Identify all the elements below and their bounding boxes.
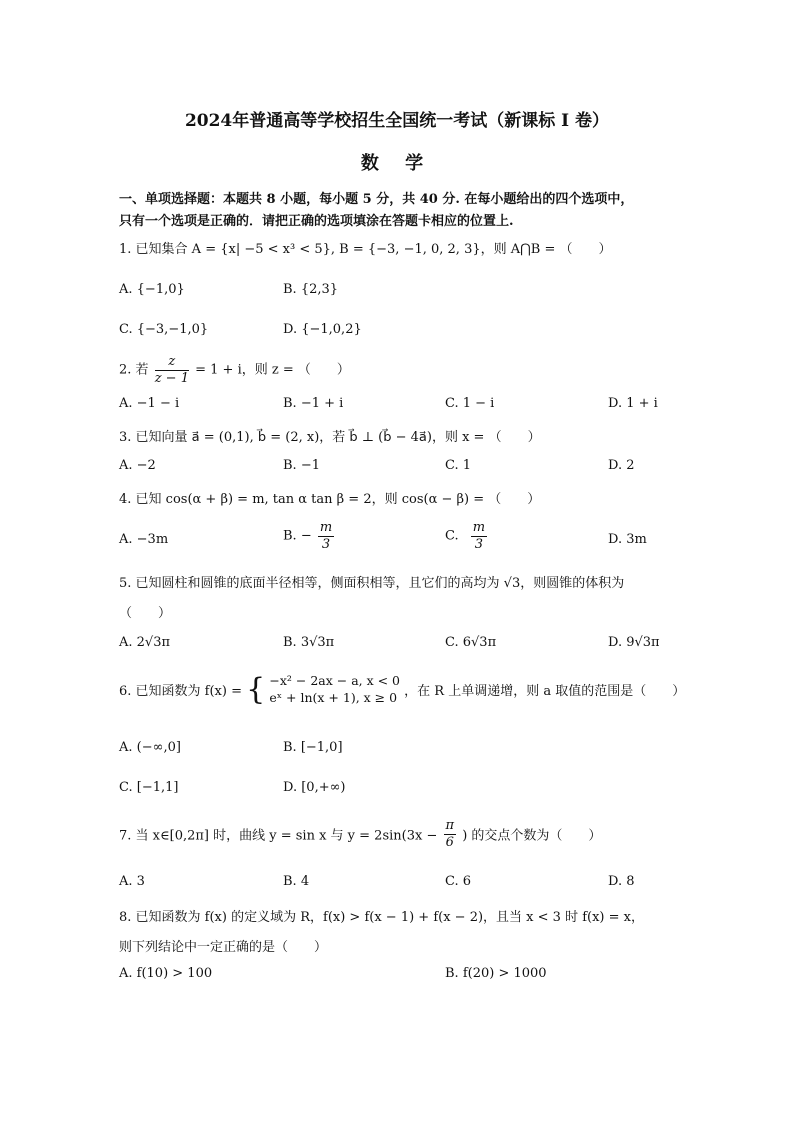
question-5-stem-line-2: （ ）: [119, 606, 172, 621]
q2-fraction: [155, 354, 189, 386]
q6-option-c[interactable]: C. [−1,1]: [119, 780, 179, 795]
question-4-stem: 4. 已知 cos(α + β) = m, tan α tan β = 2，则 cos(α − β) = （ ）: [119, 492, 541, 507]
q1-option-b[interactable]: B. {2,3}: [283, 282, 339, 297]
q4-option-d[interactable]: D. 3m: [608, 532, 647, 547]
exam-title: 2024年普通高等学校招生全国统一考试（新课标 I 卷）: [184, 111, 610, 131]
section-instructions-line-1: 一、单项选择题：本题共 8 小题，每小题 5 分，共 40 分. 在每小题给出的四个选项中，: [119, 192, 634, 207]
question-3-stem: 3. 已知向量 a⃗ = (0,1), b⃗ = (2, x)，若 b⃗ ⊥ (b⃗ − 4a⃗)，则 x = （ ）: [119, 430, 541, 445]
q5-option-c[interactable]: C. 6√3π: [445, 635, 497, 650]
q4-option-b-fraction: [318, 520, 334, 552]
q8-option-b[interactable]: B. f(20) > 1000: [445, 966, 547, 981]
question-8-stem-line-1: 8. 已知函数为 f(x) 的定义域为 R，f(x) > f(x − 1) + f(x − 2)，且当 x < 3 时 f(x) = x，: [119, 910, 644, 925]
piecewise-brace: {: [246, 672, 266, 707]
q2-fraction-denominator: z − 1: [154, 370, 189, 386]
q4-option-a[interactable]: A. −3m: [119, 532, 169, 547]
section-instructions-line-2: 只有一个选项是正确的．请把正确的选项填涂在答题卡相应的位置上.: [119, 214, 514, 229]
q7-fraction: [444, 818, 457, 850]
question-2-stem: [119, 354, 350, 386]
q6-piecewise: [269, 673, 400, 707]
q4-option-b-label: B. −: [283, 528, 312, 544]
subject-heading: 数 学: [360, 153, 434, 174]
question-6-stem: [119, 672, 685, 707]
q4-option-c-label: C.: [445, 528, 459, 544]
q3-option-c[interactable]: C. 1: [445, 458, 472, 473]
q3-option-d[interactable]: D. 2: [608, 458, 635, 473]
q1-option-c[interactable]: C. {−3,−1,0}: [119, 322, 209, 337]
q4-b-denominator: 3: [321, 536, 331, 552]
q3-option-a[interactable]: A. −2: [119, 458, 156, 473]
q7-option-d[interactable]: D. 8: [608, 874, 635, 889]
q2-option-a[interactable]: A. −1 − i: [119, 396, 180, 411]
q6-option-b[interactable]: B. [−1,0]: [283, 740, 343, 755]
question-5-stem-line-1: 5. 已知圆柱和圆锥的底面半径相等，侧面积相等，且它们的高均为 √3，则圆锥的体积为: [119, 576, 625, 591]
q5-option-a[interactable]: A. 2√3π: [119, 635, 171, 650]
q4-option-c-fraction: [471, 520, 487, 552]
q2-fraction-numerator: z: [155, 354, 189, 371]
q4-option-b[interactable]: [283, 520, 336, 552]
q4-option-c[interactable]: [445, 520, 489, 552]
q6-piece-2: eˣ + ln(x + 1), x ≥ 0: [269, 689, 398, 705]
q7-option-b[interactable]: B. 4: [283, 874, 310, 889]
q6-stem-prefix: 6. 已知函数为 f(x) =: [119, 684, 242, 699]
q7-option-a[interactable]: A. 3: [119, 874, 145, 889]
q1-option-d[interactable]: D. {−1,0,2}: [283, 322, 362, 337]
question-8-stem-line-2: 则下列结论中一定正确的是（ ）: [119, 940, 328, 955]
q4-c-numerator: m: [472, 520, 486, 535]
q7-stem-suffix: ) 的交点个数为（ ）: [462, 828, 602, 844]
q7-option-c[interactable]: C. 6: [445, 874, 472, 889]
q2-option-d[interactable]: D. 1 + i: [608, 396, 658, 411]
q2-option-b[interactable]: B. −1 + i: [283, 396, 344, 411]
q6-piece-1: −x² − 2ax − a, x < 0: [269, 672, 401, 688]
q2-option-c[interactable]: C. 1 − i: [445, 396, 495, 411]
q2-stem-suffix: = 1 + i，则 z = （ ）: [195, 362, 350, 378]
q7-fraction-denominator: 6: [445, 834, 454, 850]
q4-b-numerator: m: [319, 520, 333, 535]
q8-option-a[interactable]: A. f(10) > 100: [119, 966, 213, 981]
question-7-stem: [119, 818, 601, 850]
q6-stem-suffix: ，在 R 上单调递增，则 a 取值的范围是（ ）: [404, 684, 686, 699]
q1-option-a[interactable]: A. {−1,0}: [119, 282, 185, 297]
q5-option-b[interactable]: B. 3√3π: [283, 635, 335, 650]
q4-c-denominator: 3: [474, 536, 484, 552]
q6-option-a[interactable]: A. (−∞,0]: [119, 740, 181, 755]
q2-stem-prefix: 2. 若: [119, 362, 149, 378]
q5-option-d[interactable]: D. 9√3π: [608, 635, 660, 650]
q7-stem-prefix: 7. 当 x∈[0,2π] 时，曲线 y = sin x 与 y = 2sin(3x −: [119, 828, 438, 844]
q3-option-b[interactable]: B. −1: [283, 458, 320, 473]
question-1-stem: 1. 已知集合 A = {x| −5 < x³ < 5}, B = {−3, −1, 0, 2, 3}，则 A⋂B = （ ）: [119, 242, 612, 257]
q7-fraction-numerator: π: [445, 818, 455, 833]
q6-option-d[interactable]: D. [0,+∞): [283, 780, 346, 795]
